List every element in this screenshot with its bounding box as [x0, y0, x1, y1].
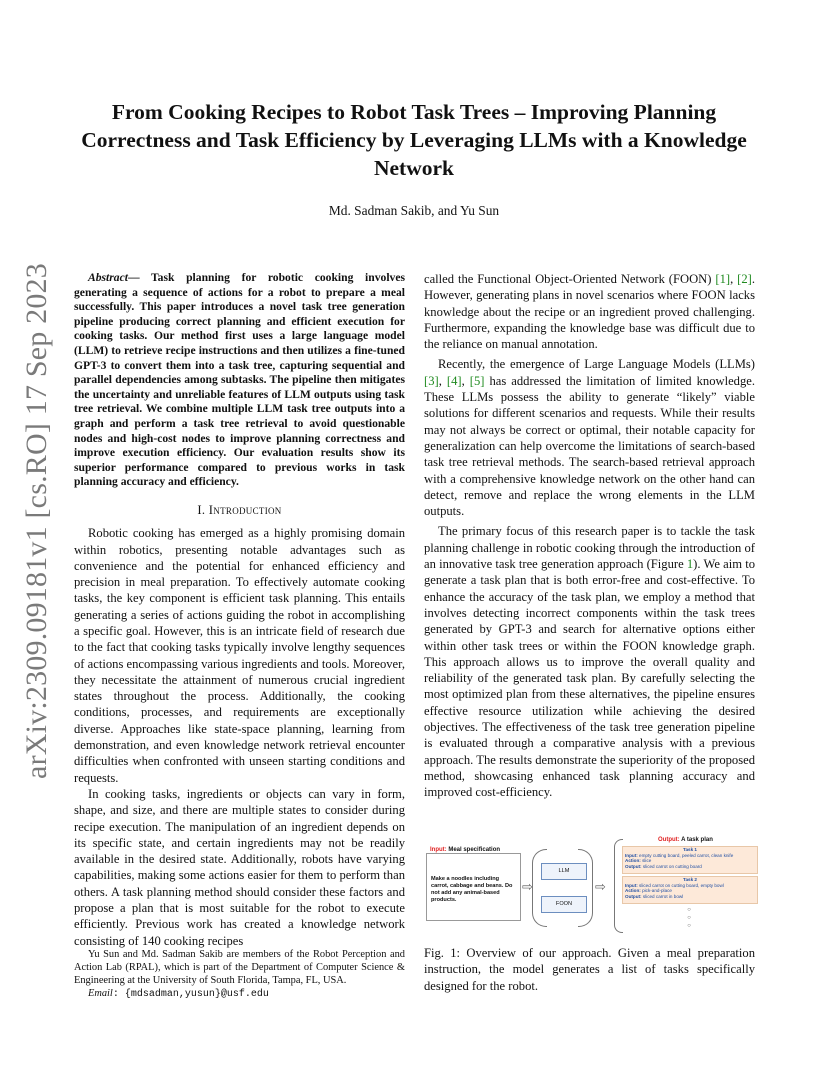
section-numeral: I.	[197, 502, 209, 517]
abstract-lead: Abstract	[88, 271, 128, 284]
task-title: Task 2	[683, 877, 697, 882]
task-value: empty cutting board, peeled carrot, clean knife	[637, 852, 734, 858]
task-value: sliced carrot on cutting board, empty bowl	[637, 882, 724, 888]
task-value: sliced carrot in bowl	[641, 893, 684, 899]
input-label-red: Input:	[430, 847, 447, 853]
task-output	[623, 864, 757, 870]
text-run: ). We aim to generate a task plan that is both error-free and cost-effective. To enhance the accuracy of the task plan, we employ a method that involves detecting incorrect components within the task trees generated by GPT-3 and search for alternative options either within other task trees or within the FOON knowledge graph. This approach allows us to improve the overall quality and reliability of the generated task plan. By carefully selecting the most optimized plan from these alternatives, the pipeline ensures effective resource utilization while achieving the desired objectives. The effectiveness of the task tree generation pipeline is evaluated through a comparative analysis with a previous approach. The results demonstrate the superiority of the proposed method, showcasing enhanced task planning accuracy and improved cost-efficiency.	[424, 557, 755, 800]
ellipsis-dot-icon: ○	[687, 907, 691, 913]
input-label-text: Meal specification	[446, 847, 501, 853]
text-run: Recently, the emergence of Large Language Models (LLMs)	[438, 357, 755, 372]
figure-1-overview	[424, 833, 756, 941]
section-title: Introduction	[208, 502, 282, 517]
left-column	[74, 271, 405, 949]
text-run: . However, generating plans in novel scenarios where FOON lacks knowledge about the recipe or an ingredient proved challenging. Furthermore, expanding the knowledge base was difficult due to the reliance on manual annotation.	[424, 272, 756, 352]
intro-paragraph-1: Robotic cooking has emerged as a highly promising domain within robotics, presenting notable advantages such as convenience and the potential for enhanced efficiency and precision in meal preparation. To effectively automate cooking tasks, the key component is efficient task planning. This entails generating a series of actions guiding the robot in accomplishing a specific goal. However, this is an intricate field of research due to the fact that cooking tasks typically involve lengthy sequences of actions encompassing various ingredients and tools. Moreover, they necessitate the attainment of numerous crucial ingredient states throughout the process. Additionally, the cooking conditions, processes, and requirements are exceptionally diverse. Approaches like state-space planning, learning from demonstration, and even knowledge network retrieval encounter difficulties when confronted with unseen starting conditions and requests.	[74, 526, 405, 785]
figure-llm-box: LLM	[541, 863, 587, 880]
right-bracket	[578, 849, 593, 927]
intro-paragraph-3	[424, 271, 755, 352]
footnote-email	[74, 987, 405, 1001]
citation-link[interactable]: [3]	[424, 373, 439, 388]
figure-input-text: Make a noodles including carrot, cabbage and beans. Do not add any animal-based products.	[431, 876, 513, 903]
abstract-text: — Task planning for robotic cooking involves generating a sequence of actions for a robot to prepare a meal successfully. This paper introduces a novel task tree generation pipeline producing correct planning and efficient execution for cooking tasks. Our method first uses a large language model (LLM) to retrieve recipe instructions and then utilizes a fine-tuned GPT-3 to convert them into a task tree, capturing sequential and parallel dependencies among subtasks. The pipeline then mitigates the uncertainty and unreliable features of LLM outputs using task tree retrieval. We combine multiple LLM task tree outputs into a graph and perform a task tree retrieval to avoid questionable nodes and high-cost nodes to improve planning correctness and improve execution efficiency. Our evaluation results show its superior performance compared to previous works in task planning accuracy and efficiency.	[74, 271, 405, 489]
footnote-affiliation: Yu Sun and Md. Sadman Sakib are members of the Robot Perception and Action Lab (RPAL), which is part of the Department of Computer Science & Engineering at the University of South Florida, Tampa, FL, USA.	[74, 949, 405, 986]
task-value: sliced carrot on cutting board	[641, 863, 702, 869]
footnote	[74, 948, 405, 1001]
task-title: Task 1	[683, 847, 697, 852]
arxiv-identifier	[14, 263, 60, 779]
text-run: called the Functional Object-Oriented Network (FOON)	[424, 272, 716, 286]
task-value: slice	[640, 858, 652, 864]
task-card	[622, 876, 758, 904]
output-label-red: Output:	[658, 837, 680, 843]
citation-link[interactable]: [1]	[715, 272, 731, 286]
intro-paragraph-5	[424, 523, 755, 800]
task-key: Input:	[625, 852, 638, 858]
task-card	[622, 846, 758, 874]
arrow-right-icon: ⇨	[595, 879, 606, 894]
task-key: Input:	[625, 882, 638, 888]
email-label: Email	[88, 988, 113, 999]
right-column	[424, 271, 755, 801]
arrow-right-icon: ⇨	[522, 879, 533, 894]
text-run: The primary focus of this research paper is to tackle the task planning challenge in robotic cooking through the introduction of an innovative task tree generation approach (Figure	[424, 524, 755, 572]
abstract	[74, 271, 405, 490]
ellipsis-dot-icon: ○	[687, 923, 691, 929]
figure-output-label	[658, 837, 713, 843]
section-heading-introduction	[74, 502, 405, 518]
figure-reference-link[interactable]: 1	[686, 557, 694, 572]
intro-paragraph-4	[424, 356, 755, 519]
paper-title: From Cooking Recipes to Robot Task Trees – Improving Planning Correctness and Task Efficiency by Leveraging LLMs with a Knowledge Network	[81, 100, 747, 180]
paper-authors: Md. Sadman Sakib, and Yu Sun	[328, 203, 500, 218]
text-run: has addressed the limitation of limited knowledge. These LLMs possess the ability to generate “likely” viable solutions for different scenarios and requests. While their results may not always be correct or optimal, their notable capacity for generalization can help overcome the limitations of search-based task tree retrieval methods. The search-based retrieval approach with a comprehensive knowledge network on the other hand can detect, remove and replace the wrong elements in the LLM outputs.	[424, 373, 756, 519]
text-run: ,	[461, 373, 470, 388]
task-key: Output:	[625, 893, 642, 899]
task-key: Action:	[625, 888, 641, 894]
task-key: Output:	[625, 863, 642, 869]
task-key: Action:	[625, 858, 641, 864]
task-output	[623, 894, 757, 900]
citation-link[interactable]: [5]	[469, 373, 485, 388]
figure-input-box	[426, 853, 521, 921]
text-run: ,	[438, 373, 447, 388]
email-address[interactable]: : {mdsadman,yusun}@usf.edu	[112, 989, 269, 1000]
citation-link[interactable]: [4]	[446, 373, 462, 388]
arxiv-identifier-text: arXiv:2309.09181v1 [cs.RO] 17 Sep 2023	[20, 263, 53, 779]
text-run: ,	[730, 272, 738, 286]
ellipsis-dot-icon: ○	[687, 915, 691, 921]
citation-link[interactable]: [2]	[737, 272, 752, 286]
task-value: pick-and-place	[640, 888, 672, 894]
left-bracket	[532, 849, 547, 927]
figure-1-caption: Fig. 1: Overview of our approach. Given a meal preparation instruction, the model generates a list of tasks specifically designed for the robot.	[424, 946, 755, 993]
output-label-text: A task plan	[679, 837, 713, 843]
figure-foon-box: FOON	[541, 896, 587, 913]
intro-paragraph-2: In cooking tasks, ingredients or objects can vary in form, shape, and size, and there are multiple states to consider during recipe execution. The manipulation of an ingredient depends on its specific state, and certain ingredients may not be readily available in the desired state. Additionally, robots have varying capabilities, making some actions easier for them to perform than others. A task planning method should consider these factors and propose a plan that is most suitable for the robot to execute efficiently. Previous work has created a knowledge network consisting of 140 cooking recipes	[74, 786, 405, 948]
